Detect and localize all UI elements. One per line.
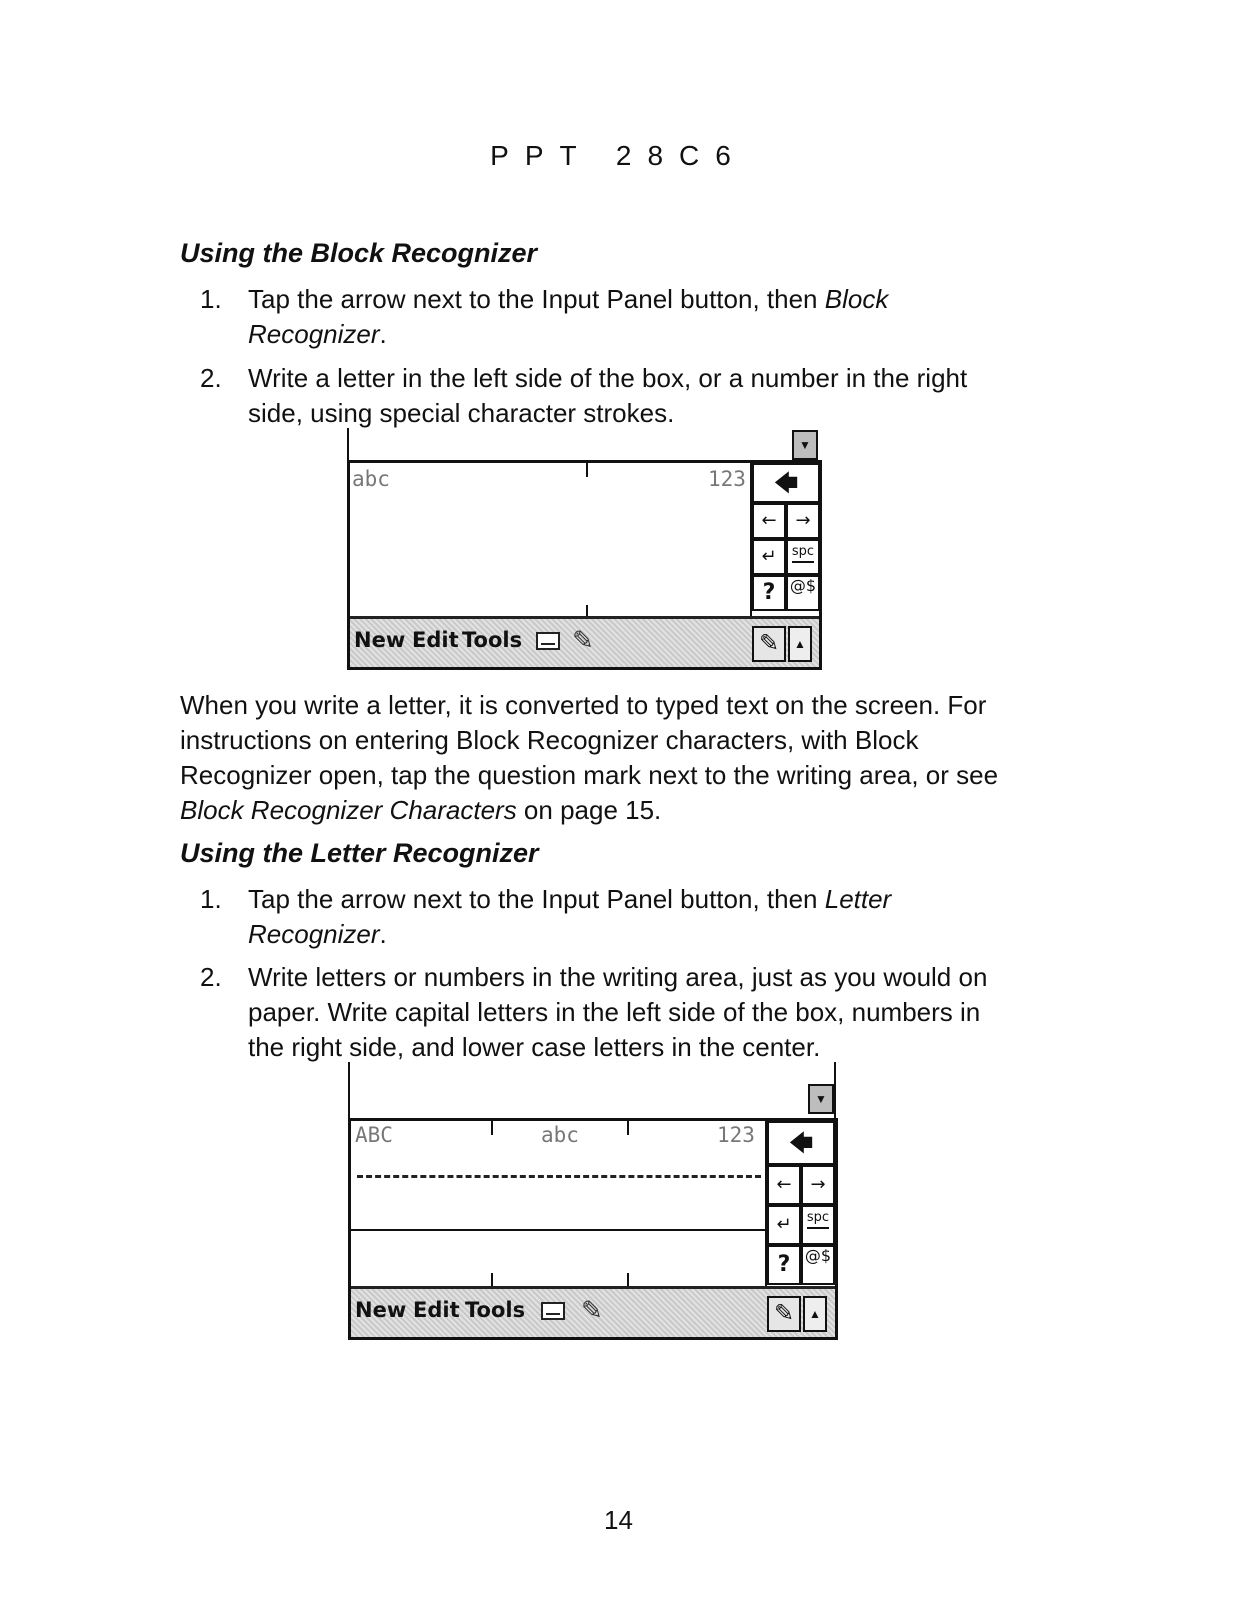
symbols-key[interactable]: @$ <box>786 575 820 611</box>
keypad <box>750 463 820 619</box>
backspace-key[interactable]: 🡄 <box>752 463 820 503</box>
menu-edit[interactable]: Edit <box>412 628 459 652</box>
step-text: Write a letter in the left side of the box, or a number in the right side, using special character strokes. <box>248 363 968 428</box>
help-key[interactable]: ? <box>752 575 786 611</box>
input-panel-button[interactable] <box>752 626 786 662</box>
menu-new[interactable]: New <box>355 1298 407 1322</box>
pen-icon[interactable]: ✎ <box>581 1295 603 1325</box>
input-panel-button[interactable] <box>767 1296 801 1332</box>
menu-bar <box>351 1286 835 1337</box>
chevron-up-icon: ▲ <box>809 1307 821 1321</box>
pen-icon: ✎ <box>758 630 780 657</box>
zone-label-numbers: 123 <box>708 467 746 491</box>
left-arrow-key[interactable]: ← <box>752 503 786 539</box>
zone-label-lowercase: abc <box>541 1123 579 1147</box>
step-number: 2. <box>200 962 222 992</box>
left-arrow-key[interactable]: ← <box>767 1165 801 1205</box>
space-key[interactable]: spc <box>801 1205 835 1245</box>
enter-key[interactable]: ↵ <box>767 1205 801 1245</box>
block-recognizer-panel <box>347 428 822 670</box>
menu-bar <box>350 616 819 667</box>
keyboard-icon[interactable] <box>536 632 560 650</box>
step-2-block <box>200 361 1020 431</box>
right-arrow-key[interactable]: → <box>801 1165 835 1205</box>
chevron-down-icon: ▼ <box>815 1092 827 1106</box>
step-number: 1. <box>200 284 222 314</box>
step-2-letter <box>200 960 1020 1065</box>
step-text: Write letters or numbers in the writing area, just as you would on paper. Write capital letters in the left side of the box, numbers in the right side, and lower case letters in the center. <box>248 962 988 1062</box>
zone-label-letters: abc <box>352 467 390 491</box>
input-method-arrow[interactable] <box>788 626 812 662</box>
right-arrow-key[interactable]: → <box>786 503 820 539</box>
step-number: 1. <box>200 884 222 914</box>
menu-tools[interactable]: Tools <box>465 1298 526 1322</box>
step-1-letter <box>200 882 1020 952</box>
pen-icon[interactable]: ✎ <box>572 625 594 655</box>
pen-icon: ✎ <box>773 1300 795 1327</box>
chevron-down-icon: ▼ <box>799 438 811 452</box>
menu-edit[interactable]: Edit <box>413 1298 460 1322</box>
step-text: Tap the arrow next to the Input Panel button, then Block Recognizer. <box>248 284 889 349</box>
input-method-arrow[interactable] <box>803 1296 827 1332</box>
help-key[interactable]: ? <box>767 1245 801 1285</box>
backspace-key[interactable]: 🡄 <box>767 1121 835 1165</box>
zone-label-numbers: 123 <box>717 1123 755 1147</box>
section-heading-letter-recognizer: Using the Letter Recognizer <box>180 838 539 868</box>
chevron-up-icon: ▲ <box>794 637 806 651</box>
menu-new[interactable]: New <box>354 628 406 652</box>
section-heading-block-recognizer: Using the Block Recognizer <box>180 238 538 268</box>
zone-label-capitals: ABC <box>355 1123 393 1147</box>
scroll-down-button[interactable] <box>808 1084 834 1114</box>
space-key[interactable]: spc <box>786 539 820 575</box>
writing-area[interactable] <box>348 1118 838 1340</box>
enter-key[interactable]: ↵ <box>752 539 786 575</box>
step-number: 2. <box>200 363 222 393</box>
scroll-down-button[interactable] <box>792 430 818 460</box>
symbols-key[interactable]: @$ <box>801 1245 835 1285</box>
keypad <box>765 1121 835 1287</box>
keyboard-icon[interactable] <box>541 1302 565 1320</box>
step-1-block <box>200 282 1020 352</box>
body-paragraph: When you write a letter, it is converted to typed text on the screen. For instructions on entering Block Recognizer characters, with Block Recognizer open, tap the question mark next to the writing area, or see Block Recognizer Characters on page 15. <box>180 690 999 825</box>
step-text: Tap the arrow next to the Input Panel button, then Letter Recognizer. <box>248 884 892 949</box>
page-number: 14 <box>604 1505 633 1535</box>
letter-recognizer-panel <box>348 1062 838 1340</box>
page-header-code: PPT 28C6 <box>490 140 747 171</box>
writing-area[interactable] <box>347 460 822 670</box>
menu-tools[interactable]: Tools <box>462 628 523 652</box>
